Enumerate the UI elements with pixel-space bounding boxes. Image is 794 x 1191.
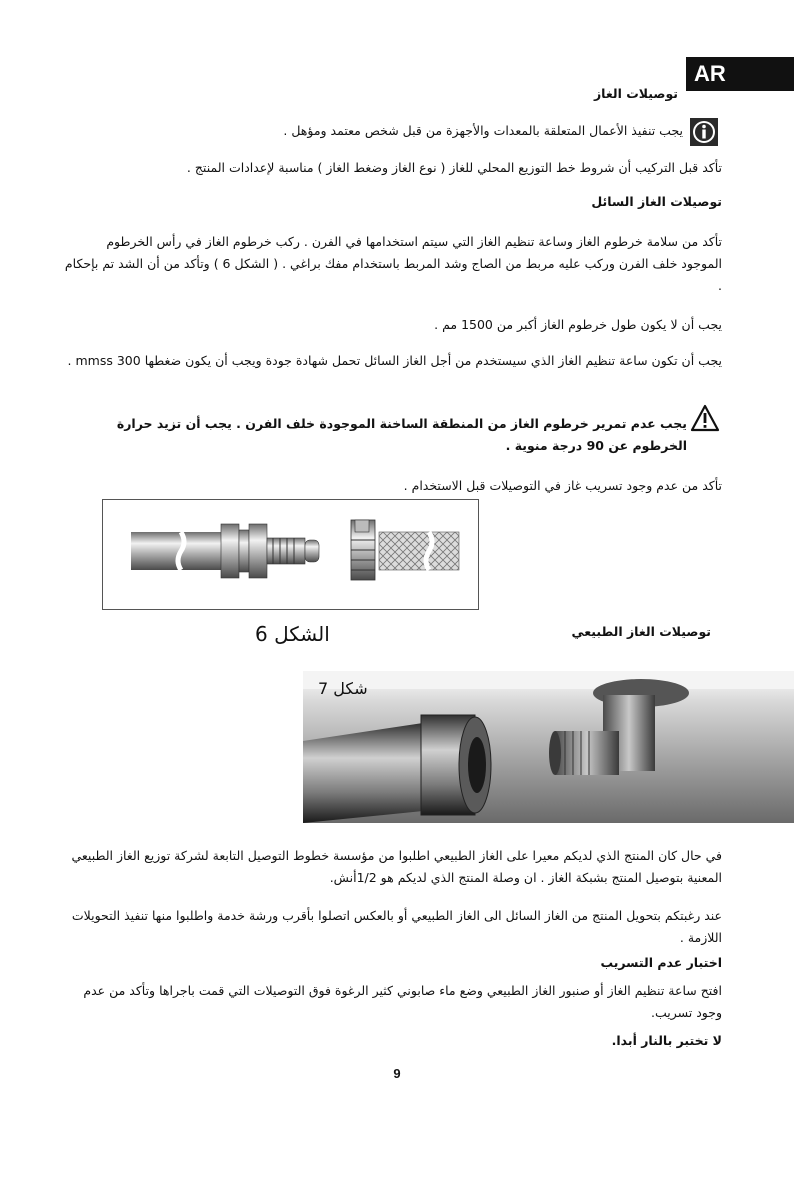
liquid-gas-title: توصيلات الغاز السائل [591,194,722,209]
regulator-text: يجب أن تكون ساعة تنظيم الغاز الذي سيستخدم من أجل الغاز السائل تحمل شهادة جودة ويجب أن يكون ضغطها 300 mmss . [67,353,722,368]
leak-check-text: تأكد من عدم وجود تسريب غاز في التوصيلات قبل الاستخدام . [403,478,722,493]
warning-icon [690,404,720,432]
clamp [351,520,375,580]
figure-6-caption: الشكل 6 [255,622,330,646]
leak-test-title: اختبار عدم التسريب [600,955,722,970]
leak-test-paragraph: افتح ساعة تنظيم الغاز أو صنبور الغاز الطبيعي وضع ماء صابوني كثير الرغوة فوق التوصيلات التي قمت باجراها وتأكد من عدم وجود تسريب. [83,983,722,1020]
check-conditions-text: تأكد قبل التركيب أن شروط خط التوزيع المحلي للغاز ( نوع الغاز وضغط الغاز ) مناسبة لإعدادات المنتج . [186,160,722,175]
page-number: 9 [393,1066,401,1081]
gas-connections-title: توصيلات الغاز [593,86,678,101]
threaded-nozzle [267,538,319,564]
hose-warning: يجب عدم تمرير خرطوم الغاز من المنطقة الساخنة الموجودة خلف الفرن . يجب أن تزيد حرارة الخرطوم عن 90 درجة منوية . [116,416,687,453]
figure-6-frame [102,499,479,610]
info-note: يجب تنفيذ الأعمال المتعلقة بالمعدات والأجهزة من قبل شخص معتمد ومؤهل . [283,123,683,138]
hose-clamp-illustration [103,500,478,609]
conversion-paragraph: عند رغبتكم بتحويل المنتج من الغاز السائل الى الغاز الطبيعي أو بالعكس اتصلوا بأقرب ورشة خدمة واطلبوا منها تنفيذ التحويلات اللازمة . [71,908,722,945]
figure-7-caption: شكل 7 [318,679,368,698]
liquid-gas-paragraph: تأكد من سلامة خرطوم الغاز وساعة تنظيم الغاز التي سيتم استخدامها في الفرن . ركب خرطوم الغاز في رأس الخرطوم الموجود خلف الفرن وركب عليه مربط من الصاج وشد المربط باستخدام مفك براغي . ( الشكل 6 ) وتأكد من أن الشد تم بإحكام . [64,234,722,293]
natural-gas-paragraph: في حال كان المنتج الذي لديكم معيرا على الغاز الطبيعي اطلبوا من مؤسسة خطوط التوصيل التابعة لشركة توزيع الغاز الطبيعي المعنية بتوصيل المنتج بشبكة الغاز . ان وصلة المنتج الذي لديكم هو 1/2أنش. [71,848,722,885]
info-icon [690,118,718,146]
never-flame-warning: لا تختبر بالنار أبدا. [611,1033,722,1048]
natural-gas-title: توصيلات الغاز الطبيعي [571,624,711,639]
hose-length-text: يجب أن لا يكون طول خرطوم الغاز أكبر من 1500 مم . [434,317,722,332]
language-tab: AR [686,57,794,91]
